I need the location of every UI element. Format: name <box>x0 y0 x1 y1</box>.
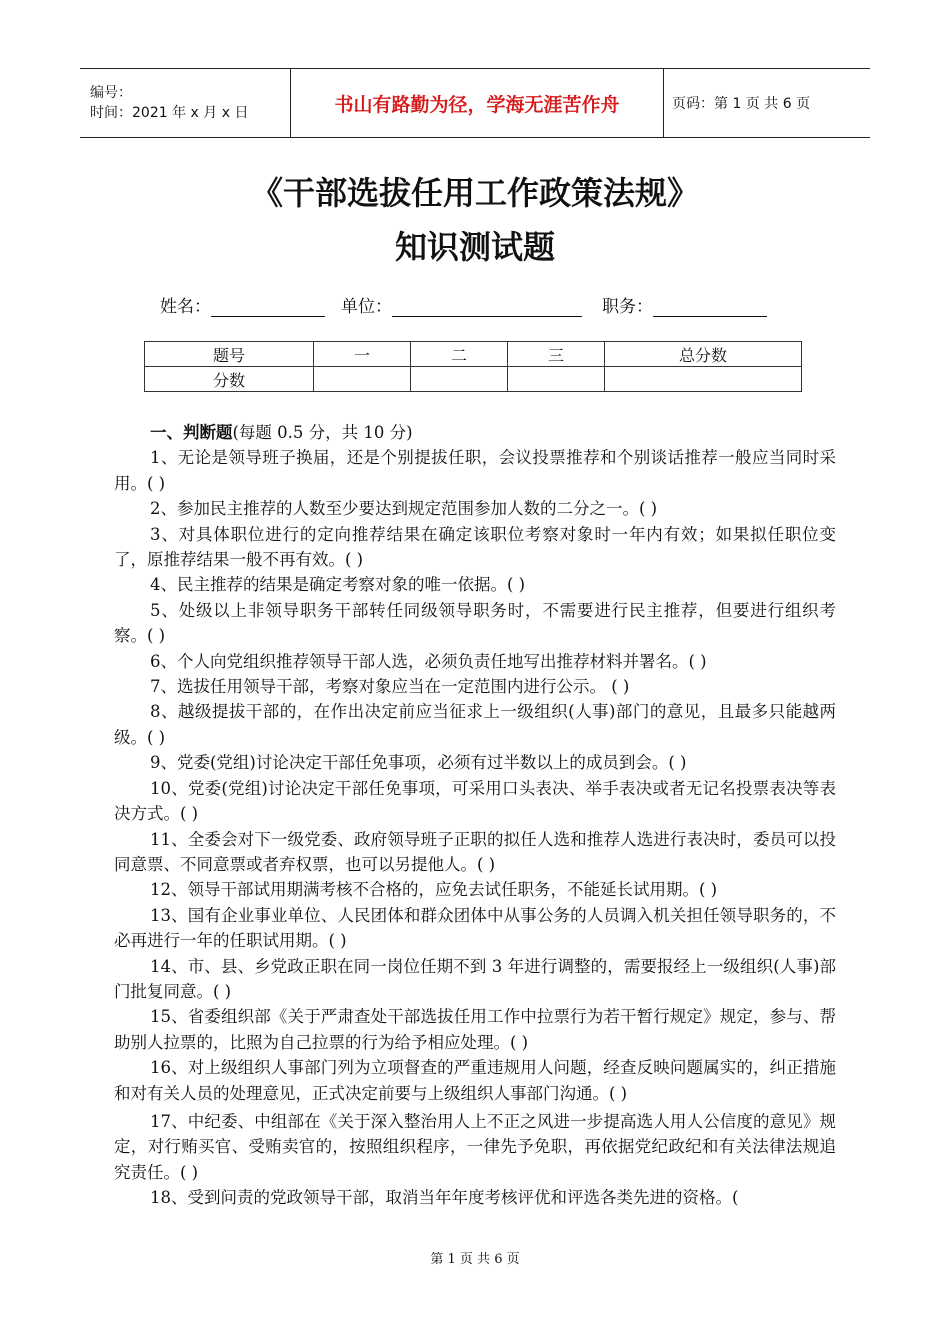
motto: 书山有路勤为径，学海无涯苦作舟 <box>334 93 620 116</box>
score-header-cell: 三 <box>508 342 605 367</box>
score-row-label: 分数 <box>145 367 314 392</box>
score-header-cell: 二 <box>411 342 508 367</box>
question-item: 8、越级提拔干部的，在作出决定前应当征求上一级组织(人事)部门的意见，且最多只能越两级。( ) <box>114 702 836 747</box>
score-table <box>144 341 802 392</box>
question-item: 6、个人向党组织推荐领导干部人选，必须负责任地写出推荐材料并署名。( ) <box>150 651 707 671</box>
question-item: 16、对上级组织人事部门列为立项督查的严重违规用人问题，经查反映问题属实的，纠正措施和对有关人员的处理意见，正式决定前要与上级组织人事部门沟通。( ) <box>114 1058 836 1103</box>
name-blank[interactable] <box>211 296 325 317</box>
header-meta <box>80 69 291 137</box>
page-footer: 第 1 页 共 6 页 <box>430 1252 520 1267</box>
unit-blank[interactable] <box>392 296 582 317</box>
score-cell[interactable] <box>314 367 411 392</box>
question-item: 13、国有企业事业单位、人民团体和群众团体中从事公务的人员调入机关担任领导职务的，不必再进行一年的任职试用期。( ) <box>114 905 836 951</box>
score-header-cell: 总分数 <box>605 342 802 367</box>
question-body <box>114 420 836 1211</box>
header-motto-cell <box>291 69 664 137</box>
date-line: 时间：2021 年 x 月 x 日 <box>90 105 249 121</box>
question-item: 12、领导干部试用期满考核不合格的，应免去试任职务，不能延长试用期。( ) <box>150 880 718 900</box>
score-cell[interactable] <box>605 367 802 392</box>
question-item: 2、参加民主推荐的人数至少要达到规定范围参加人数的二分之一。( ) <box>150 499 658 519</box>
question-item: 15、省委组织部《关于严肃查处干部选拔任用工作中拉票行为若干暂行规定》规定，参与、帮助别人拉票的，比照为自己拉票的行为给予相应处理。( ) <box>114 1007 836 1052</box>
header-page-cell <box>664 69 870 137</box>
question-item: 17、中纪委、中组部在《关于深入整治用人上不正之风进一步提高选人用人公信度的意见》规定，对行贿买官、受贿卖官的，按照组织程序，一律先予免职，再依据党纪政纪和有关法律法规追究责任。( ) <box>114 1111 836 1182</box>
section-heading <box>114 420 836 445</box>
name-label: 姓名： <box>160 297 211 317</box>
title-line-1: 《干部选拔任用工作政策法规》 <box>250 174 699 212</box>
unit-label: 单位： <box>341 297 392 317</box>
score-cell[interactable] <box>508 367 605 392</box>
question-item: 18、受到问责的党政领导干部，取消当年年度考核评优和评选各类先进的资格。( <box>150 1188 739 1208</box>
title-line-2: 知识测试题 <box>394 228 555 266</box>
question-item: 11、全委会对下一级党委、政府领导班子正职的拟任人选和推荐人选进行表决时，委员可以投同意票、不同意票或者弃权票，也可以另提他人。( ) <box>114 829 836 874</box>
question-item: 14、市、县、乡党政正职在同一岗位任期不到 3 年进行调整的，需要报经上一级组织(人事)部门批复同意。( ) <box>114 956 836 1001</box>
section-note: (每题 0.5 分，共 10 分) <box>232 423 413 442</box>
question-item: 5、处级以上非领导职务干部转任同级领导职务时，不需要进行民主推荐，但要进行组织考察。( ) <box>114 600 836 646</box>
score-table-header-row <box>145 342 802 367</box>
score-cell[interactable] <box>411 367 508 392</box>
question-item: 9、党委(党组)讨论决定干部任免事项，必须有过半数以上的成员到会。( ) <box>150 753 687 773</box>
score-header-cell: 题号 <box>145 342 314 367</box>
position-blank[interactable] <box>653 296 767 317</box>
question-item: 4、民主推荐的结果是确定考察对象的唯一依据。( ) <box>150 575 526 595</box>
question-item: 3、对具体职位进行的定向推荐结果在确定该职位考察对象时一年内有效；如果拟任职位变了，原推荐结果一般不再有效。( ) <box>114 524 836 570</box>
score-header-cell: 一 <box>314 342 411 367</box>
position-label: 职务： <box>602 297 653 317</box>
question-item: 7、选拔任用领导干部，考察对象应当在一定范围内进行公示。 ( ) <box>150 677 630 697</box>
header-table <box>80 68 870 138</box>
section-title: 一、判断题 <box>150 423 233 442</box>
serial-number: 编号： <box>90 85 132 101</box>
page-info: 页码：第 1 页 共 6 页 <box>672 96 811 112</box>
score-table-score-row <box>145 367 802 392</box>
question-item: 1、无论是领导班子换届，还是个别提拔任职，会议投票推荐和个别谈话推荐一般应当同时采用。( ) <box>114 448 836 493</box>
question-item: 10、党委(党组)讨论决定干部任免事项，可采用口头表决、举手表决或者无记名投票表决等表决方式。( ) <box>114 778 836 824</box>
examinee-info <box>160 292 783 317</box>
